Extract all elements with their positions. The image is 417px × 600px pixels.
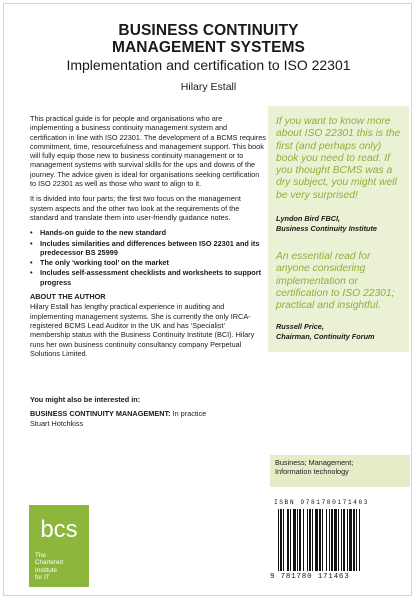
barcode-bar <box>299 509 301 571</box>
publisher-logo <box>29 505 89 587</box>
attribution-role: Chairman, Continuity Forum <box>276 331 375 341</box>
related-title-main: BUSINESS CONTINUITY MANAGEMENT: <box>30 409 171 419</box>
related-title-sub: In practice <box>170 409 207 419</box>
barcode-bar <box>334 509 337 571</box>
related-heading: You might also be interested in: <box>30 395 141 404</box>
publisher-line: The <box>35 552 46 559</box>
barcode-bar <box>331 509 333 571</box>
publisher-name <box>35 552 63 581</box>
about-author-text: Hilary Estall has lengthy practical experience in auditing and implementing management systems. She is currently the only IRCA-registered BCMS Lead Auditor in the UK and has ‘Specialist’ membership status with the Business Continuity Institute (BCI). Hilary runs her own business continuity consultancy company Perpetual Solutions Limited. <box>30 302 255 358</box>
category-box <box>270 455 410 487</box>
barcode-bar <box>349 509 352 571</box>
barcode-bar <box>326 509 327 571</box>
feature-item: • The only ‘working tool’ on the market <box>30 258 266 267</box>
barcode-bar <box>307 509 308 571</box>
attribution-name: Russell Price, <box>276 322 324 331</box>
endorsement-quote-2: An essential read for anyone considering implementation or certification to ISO 22301; practical and insightful. <box>276 251 395 312</box>
barcode-bar <box>319 509 321 571</box>
barcode-bar <box>338 509 339 571</box>
barcode-bar <box>283 509 284 571</box>
related-book-title <box>30 409 260 418</box>
barcode-bar <box>315 509 318 571</box>
title-line-2: MANAGEMENT SYSTEMS <box>112 39 305 56</box>
barcode-bar <box>303 509 304 571</box>
publisher-line: Chartered <box>35 559 64 567</box>
barcode-bar <box>309 509 311 571</box>
feature-item: • Hands-on guide to the new standard <box>30 228 266 237</box>
parts-paragraph: It is divided into four parts; the first two focus on the management system aspects and the other two look at the requirements of the standard and translate them into user-friendly guidance notes. <box>30 194 241 222</box>
book-subtitle: Implementation and certification to ISO 22301 <box>66 57 351 73</box>
title-line-1: BUSINESS CONTINUITY <box>118 22 299 39</box>
barcode-bar <box>347 509 348 571</box>
barcode-bar <box>356 509 357 571</box>
attribution-role: Business Continuity Institute <box>276 223 377 233</box>
barcode-bar <box>280 509 282 571</box>
category-line-2: Information technology <box>275 467 349 477</box>
endorsement-attribution-2 <box>276 322 406 341</box>
endorsement-attribution-1 <box>276 214 406 233</box>
publisher-line: for IT <box>35 573 50 581</box>
bcs-logo-text: bcs <box>40 516 78 543</box>
barcode-bar <box>278 509 279 571</box>
publisher-line: Institute <box>35 566 58 574</box>
feature-item: • Includes similarities and differences between ISO 22301 and its predecessor BS 25999 <box>30 239 266 258</box>
feature-item: • Includes self-assessment checklists and worksheets to support progress <box>30 268 266 287</box>
barcode-bar <box>287 509 289 571</box>
feature-list <box>30 228 266 287</box>
barcode-bar <box>293 509 296 571</box>
barcode-bar <box>297 509 298 571</box>
related-books <box>30 395 260 428</box>
barcode-bar <box>353 509 355 571</box>
barcode-bar <box>329 509 330 571</box>
barcode-bar <box>290 509 291 571</box>
barcode-bar <box>359 509 360 571</box>
endorsement-quote-1: If you want to know more about ISO 22301 this is the first (and perhaps only) book you need to read. If you thought BCMS was a dry subject, you might well be very surprised! <box>276 116 401 201</box>
barcode-icon <box>276 509 398 571</box>
category-line-1: Business; Management; <box>275 458 354 467</box>
barcode-bar <box>343 509 345 571</box>
book-title <box>0 22 417 56</box>
related-book-author: Stuart Hotchkiss <box>30 418 84 428</box>
barcode-bar <box>312 509 313 571</box>
attribution-name: Lyndon Bird FBCI, <box>276 214 341 223</box>
bcs-logo-icon <box>35 513 83 543</box>
isbn-barcode <box>268 497 410 587</box>
about-author-heading: ABOUT THE AUTHOR <box>30 292 106 302</box>
barcode-number: 9 781780 171463 <box>270 573 350 581</box>
intro-paragraph: This practical guide is for people and organisations who are implementing a business continuity management system and certification in line with ISO 22301. The development of a BCMS requires commitment, time, resourcefulness and management support. This book will fully equip those new to business continuity management or to management systems with survival skills for the ups and downs of the journey. The advice given is ideal for organisations seeking certification to ISO 22301 as well as those who want to align to it. <box>30 114 266 189</box>
isbn-label: ISBN 9781780171463 <box>274 499 370 506</box>
description-column <box>30 114 266 364</box>
barcode-bar <box>341 509 342 571</box>
book-author: Hilary Estall <box>180 81 237 93</box>
barcode-bar <box>322 509 323 571</box>
